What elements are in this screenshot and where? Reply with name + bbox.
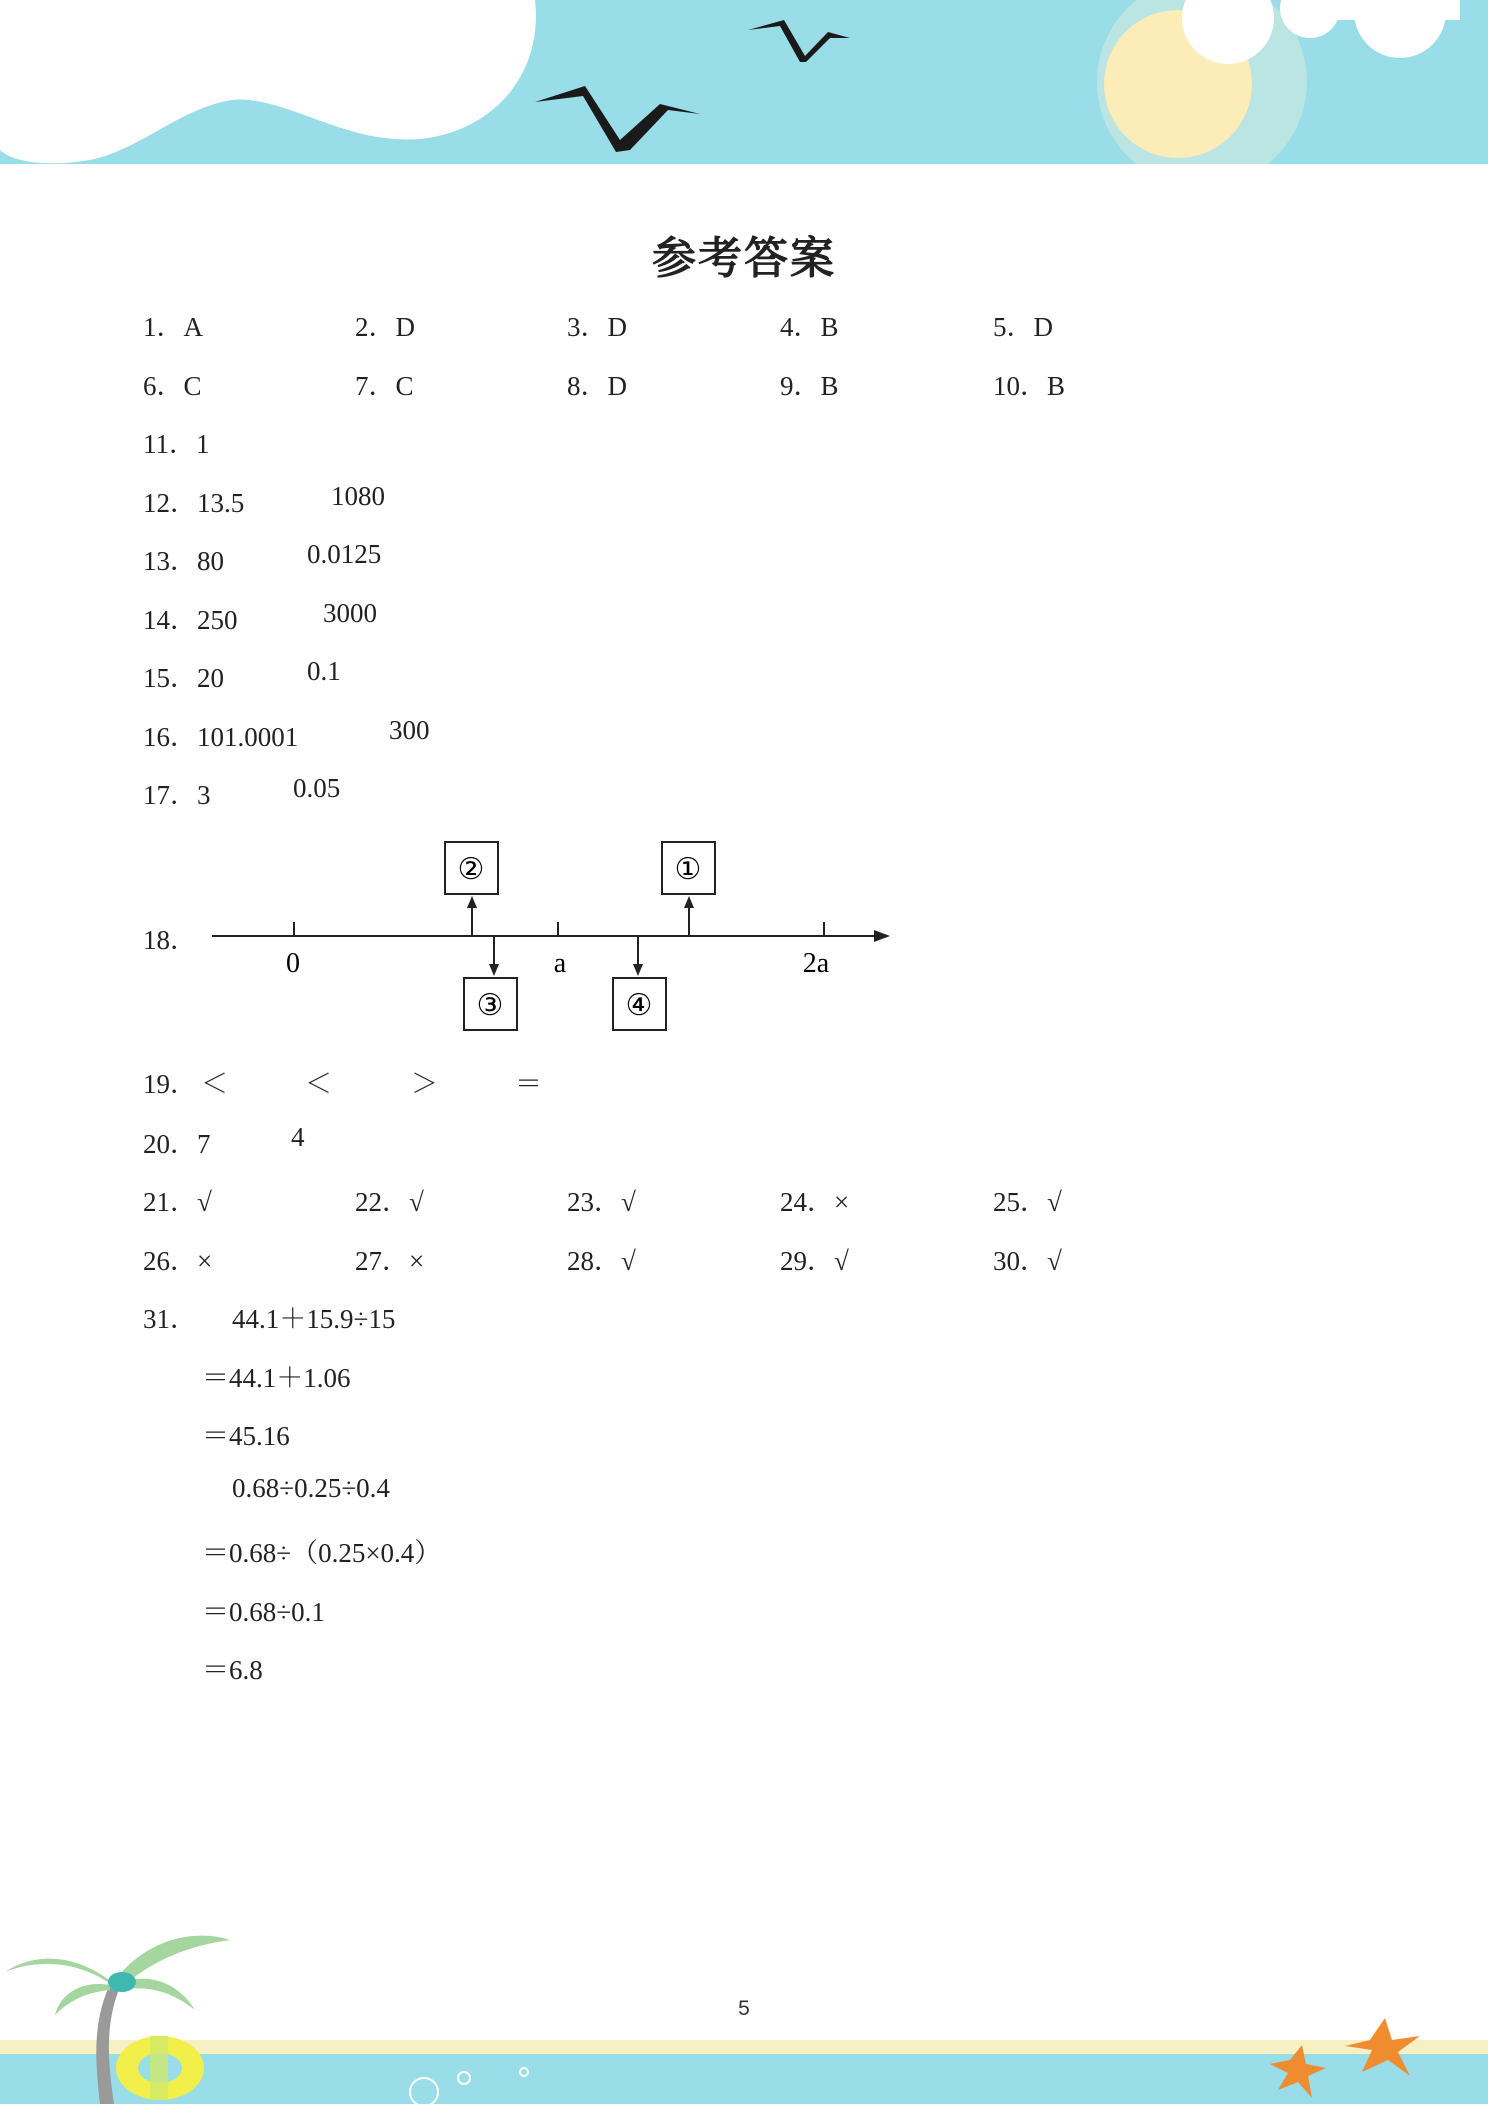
- answer-28: 28．√: [567, 1246, 636, 1276]
- answer-row: [143, 364, 1343, 404]
- answer-4: 4．B: [780, 312, 839, 342]
- calc-step: ＝44.1＋1.06: [202, 1363, 351, 1393]
- page-title: 参考答案: [652, 233, 836, 284]
- box-1: ①: [674, 852, 702, 887]
- box-3: ③: [476, 988, 504, 1023]
- answer-21: 21．√: [143, 1187, 212, 1217]
- page-number: 5: [738, 1997, 750, 2020]
- sky-banner: [0, 0, 1488, 170]
- calc-step: 44.1＋15.9÷15: [232, 1304, 396, 1334]
- answer-8: 8．D: [567, 371, 627, 401]
- tick-label-0: 0: [286, 948, 300, 979]
- answer-row: [143, 1239, 1343, 1279]
- answer-27: 27．×: [355, 1246, 425, 1276]
- answer-1: 1．A: [143, 312, 203, 342]
- answer-2: 2．D: [355, 312, 415, 342]
- answer-15: 15．20 0.1: [143, 656, 341, 693]
- answer-3: 3．D: [567, 312, 627, 342]
- answer-23: 23．√: [567, 1187, 636, 1217]
- answer-6: 6．C: [143, 371, 202, 401]
- answer-19: 19． ＜ ＜ ＞ ＝: [143, 1069, 542, 1099]
- answer-22: 22．√: [355, 1187, 424, 1217]
- answer-row: [143, 305, 1343, 345]
- calc-step: ＝6.8: [202, 1655, 263, 1685]
- answer-row: [143, 1180, 1343, 1220]
- answer-20: 20．7 4: [143, 1122, 305, 1159]
- tick-label-2a: 2a: [802, 948, 830, 979]
- answer-11: 11．1: [143, 429, 210, 459]
- answer-29: 29．√: [780, 1246, 849, 1276]
- answer-25: 25．√: [993, 1187, 1062, 1217]
- answer-17: 17．3 0.05: [143, 773, 341, 810]
- calc-step: ＝45.16: [202, 1421, 290, 1451]
- answer-13: 13．80 0.0125: [143, 539, 382, 576]
- answer-5: 5．D: [993, 312, 1053, 342]
- calc-step: 0.68÷0.25÷0.4: [232, 1473, 390, 1503]
- answer-14: 14．250 3000: [143, 598, 377, 635]
- answer-7: 7．C: [355, 371, 414, 401]
- answer-9: 9．B: [780, 371, 839, 401]
- answer-30: 30．√: [993, 1246, 1062, 1276]
- calc-step: ＝0.68÷（0.25×0.4）: [202, 1538, 442, 1568]
- number-line-diagram: [0, 820, 1488, 1040]
- calc-step: ＝0.68÷0.1: [202, 1597, 325, 1627]
- answer-31-label: 31．: [143, 1304, 197, 1334]
- tick-label-a: a: [553, 948, 567, 979]
- box-4: ④: [625, 988, 653, 1023]
- answer-24: 24．×: [780, 1187, 850, 1217]
- answer-18-label: 18．: [143, 925, 197, 955]
- answer-10: 10．B: [993, 371, 1066, 401]
- axis-arrow: [874, 930, 890, 942]
- beach-footer: [0, 1920, 1488, 2104]
- box-2: ②: [457, 852, 485, 887]
- answer-16: 16．101.0001 300: [143, 715, 430, 752]
- answer-12: 12．13.5 1080: [143, 481, 385, 518]
- answer-26: 26．×: [143, 1246, 213, 1276]
